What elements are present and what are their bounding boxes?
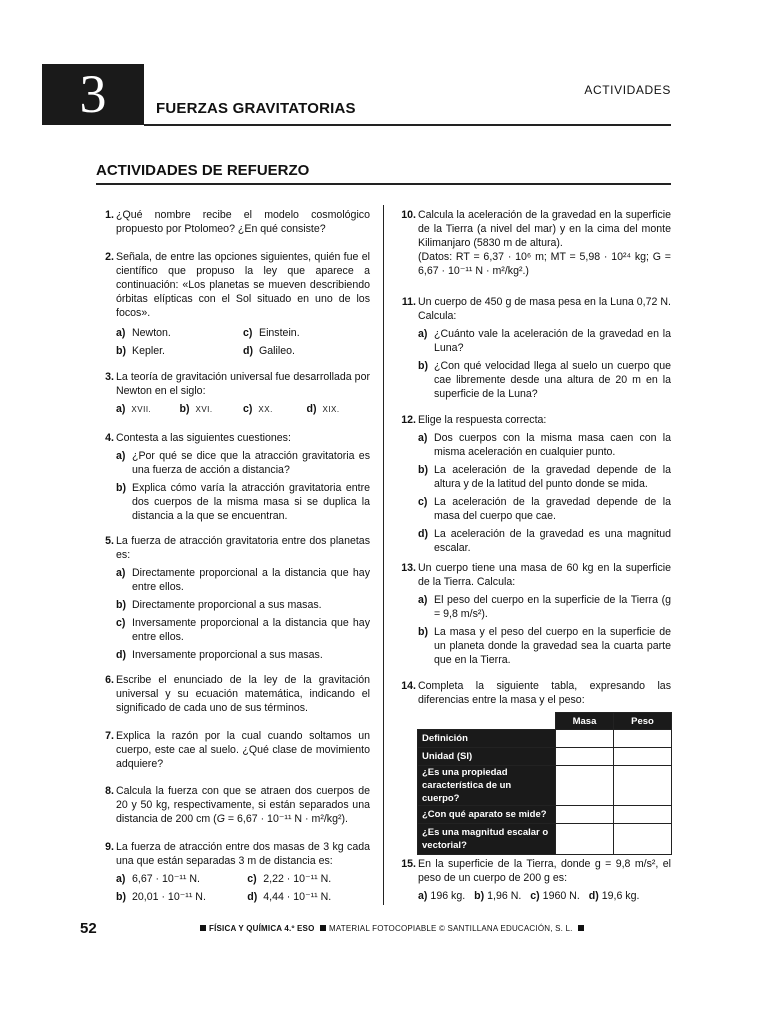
page-footer <box>200 924 587 933</box>
option-letter: b) <box>179 403 190 415</box>
question-number: 8. <box>105 785 114 797</box>
answer-cell[interactable] <box>556 806 614 824</box>
option <box>116 648 370 662</box>
row-header: ¿Es una magnitud escalar o vectorial? <box>418 824 556 855</box>
option-text: XX. <box>258 405 273 414</box>
question-10 <box>401 208 671 278</box>
answer-cell[interactable] <box>614 730 672 748</box>
question-text-part: Calcula la fuerza con que se atraen dos cuerpos de 20 y 50 kg, respectivamente, si están separados una distancia de 200 cm ( <box>116 785 370 825</box>
option-letter: a) <box>116 327 126 339</box>
option <box>247 890 370 904</box>
option <box>243 326 370 340</box>
option <box>116 598 370 612</box>
option-text: ¿Cuánto vale la aceleración de la gravedad en la Luna? <box>434 328 671 354</box>
question-text: Un cuerpo tiene una masa de 60 kg en la superficie de la Tierra. Calcula: <box>418 562 671 588</box>
option <box>243 344 370 358</box>
option-text: Directamente proporcional a la distancia que hay entre ellos. <box>132 567 370 593</box>
option <box>418 527 671 555</box>
option-text: 2,22 · 10⁻¹¹ N. <box>263 873 332 885</box>
option-letter: d) <box>418 528 428 540</box>
option <box>116 402 180 417</box>
option-letter: b) <box>418 464 428 476</box>
question-8 <box>105 784 370 826</box>
row-header: ¿Es una propiedad característica de un cuerpo? <box>418 766 556 806</box>
option <box>116 890 247 904</box>
option-letter: d) <box>588 890 599 902</box>
option-letter: a) <box>116 873 126 885</box>
option <box>243 402 307 417</box>
answer-cell[interactable] <box>556 766 614 806</box>
option-letter: c) <box>530 890 540 902</box>
page-number: 52 <box>80 920 97 937</box>
question-text: La fuerza de atracción gravitatoria entre dos planetas es: <box>116 535 370 561</box>
options-row <box>418 889 671 903</box>
row-header: Unidad (SI) <box>418 748 556 766</box>
option-letter: c) <box>418 496 428 508</box>
question-number: 14. <box>401 680 416 692</box>
question-text: Calcula la aceleración de la gravedad en la superficie de la Tierra (a nivel del mar) y en la cima del monte Kilimanjaro (5830 m de altura). <box>418 209 671 249</box>
option <box>418 593 671 621</box>
answer-cell[interactable] <box>614 766 672 806</box>
option <box>116 616 370 644</box>
option-text: Explica cómo varía la atracción gravitatoria entre dos cuerpos de la misma masa si se duplica la distancia a la que se encuentran. <box>132 482 370 522</box>
question-text: Un cuerpo de 450 g de masa pesa en la Luna 0,72 N. Calcula: <box>418 296 671 322</box>
option-text: La aceleración de la gravedad depende de la masa del cuerpo que cae. <box>434 496 671 522</box>
question-text: La fuerza de atracción entre dos masas de 3 kg cada una que están separadas 3 m de distancia es: <box>116 841 370 867</box>
section-title: ACTIVIDADES DE REFUERZO <box>96 162 310 179</box>
book-title: FÍSICA Y QUÍMICA 4.º ESO <box>209 924 315 933</box>
question-number: 11. <box>401 296 416 308</box>
option-letter: a) <box>418 594 428 606</box>
question-number: 4. <box>105 432 114 444</box>
question-7 <box>105 729 370 771</box>
chapter-title: FUERZAS GRAVITATORIAS <box>156 100 356 117</box>
question-data: (Datos: RT = 6,37 · 10⁶ m; MT = 5,98 · 10²⁴ kg; G = 6,67 · 10⁻¹¹ N · m²/kg².) <box>418 251 671 277</box>
table-row <box>418 730 672 748</box>
question-5 <box>105 534 370 662</box>
option-text: Inversamente proporcional a la distancia que hay entre ellos. <box>132 617 370 643</box>
option <box>418 463 671 491</box>
question-number: 6. <box>105 674 114 686</box>
option <box>418 625 671 667</box>
option-letter: b) <box>116 599 126 611</box>
square-bullet-icon <box>320 925 326 931</box>
option-letter: d) <box>116 649 126 661</box>
table-header-masa: Masa <box>556 713 614 730</box>
answer-cell[interactable] <box>614 806 672 824</box>
option-letter: b) <box>116 345 126 357</box>
question-6 <box>105 673 370 715</box>
question-2 <box>105 250 370 358</box>
option-letter: b) <box>418 360 428 372</box>
table-row <box>418 748 672 766</box>
option-letter: b) <box>116 482 126 494</box>
question-1 <box>105 208 370 236</box>
answer-cell[interactable] <box>614 748 672 766</box>
option-text: 196 kg. <box>430 890 466 902</box>
option-text: XVI. <box>195 405 213 414</box>
question-14 <box>401 679 671 707</box>
question-text: La teoría de gravitación universal fue desarrollada por Newton en el siglo: <box>116 371 370 397</box>
option <box>418 495 671 523</box>
option-text: Newton. <box>132 327 171 339</box>
option-text: ¿Por qué se dice que la atracción gravitatoria es una fuerza de acción a distancia? <box>132 450 370 476</box>
chapter-number: 3 <box>79 64 107 124</box>
option-letter: a) <box>418 432 428 444</box>
question-number: 15. <box>401 858 416 870</box>
option-text: La masa y el peso del cuerpo en la superficie de un planeta donde la gravedad sea la cuarta parte que en la Tierra. <box>434 626 671 666</box>
square-bullet-icon <box>200 925 206 931</box>
question-number: 2. <box>105 251 114 263</box>
table-row <box>418 766 672 806</box>
header-rule <box>144 124 671 126</box>
option-letter: d) <box>243 345 253 357</box>
question-number: 12. <box>401 414 416 426</box>
option-letter: a) <box>418 328 428 340</box>
square-bullet-icon <box>578 925 584 931</box>
option-letter: a) <box>116 403 126 415</box>
question-number: 13. <box>401 562 416 574</box>
option-text: Kepler. <box>132 345 165 357</box>
table-row <box>418 806 672 824</box>
option-text: 6,67 · 10⁻¹¹ N. <box>132 873 201 885</box>
section-kicker: ACTIVIDADES <box>584 83 671 97</box>
table-row <box>418 824 672 855</box>
question-text: Elige la respuesta correcta: <box>418 414 547 426</box>
option-letter: a) <box>418 890 428 902</box>
question-text: Explica la razón por la cual cuando soltamos un cuerpo, este cae al suelo. ¿Qué clase de movimiento adquiere? <box>116 730 370 770</box>
question-15 <box>401 857 671 903</box>
table-header-peso: Peso <box>614 713 672 730</box>
question-11 <box>401 295 671 401</box>
option-text: XIX. <box>322 405 340 414</box>
question-text: ¿Qué nombre recibe el modelo cosmológico propuesto por Ptolomeo? ¿En qué consiste? <box>116 209 370 235</box>
question-text <box>116 784 370 826</box>
row-header: Definición <box>418 730 556 748</box>
option <box>116 872 247 886</box>
option-text: 20,01 · 10⁻¹¹ N. <box>132 891 206 903</box>
table-corner <box>418 713 556 730</box>
option <box>116 481 370 523</box>
option-letter: c) <box>247 873 257 885</box>
constant-symbol: G <box>216 813 225 825</box>
column-divider <box>383 205 384 905</box>
question-9 <box>105 840 370 904</box>
question-number: 7. <box>105 730 114 742</box>
option-letter: d) <box>306 403 317 415</box>
question-text-part: = 6,67 · 10⁻¹¹ N · m²/kg²). <box>224 813 348 825</box>
question-text: Completa la siguiente tabla, expresando las diferencias entre la masa y el peso: <box>418 680 671 706</box>
question-text: Señala, de entre las opciones siguientes, quién fue el científico que propuso la ley que aparece a continuación: «Los planetas se mueven describiendo órbitas elípticas con el Sol situado en uno de los focos». <box>116 251 370 319</box>
option-letter: a) <box>116 450 126 462</box>
option <box>116 449 370 477</box>
option <box>180 402 244 417</box>
answer-cell[interactable] <box>556 824 614 855</box>
option-text: Dos cuerpos con la misma masa caen con la misma aceleración en cualquier punto. <box>434 432 671 458</box>
option-text: Directamente proporcional a sus masas. <box>132 599 322 611</box>
option-text: La aceleración de la gravedad depende de la altura y de la latitud del punto donde se mida. <box>434 464 671 490</box>
section-rule <box>96 183 671 185</box>
question-number: 9. <box>105 841 114 853</box>
option <box>418 431 671 459</box>
question-number: 10. <box>401 209 416 221</box>
question-text: Contesta a las siguientes cuestiones: <box>116 432 291 444</box>
option <box>116 344 243 358</box>
option-letter: b) <box>418 626 428 638</box>
option-text: Galileo. <box>259 345 295 357</box>
question-4 <box>105 431 370 523</box>
option-text: 1960 N. <box>542 890 580 902</box>
row-header: ¿Con qué aparato se mide? <box>418 806 556 824</box>
question-number: 5. <box>105 535 114 547</box>
option-text: 19,6 kg. <box>601 890 640 902</box>
question-text: Escribe el enunciado de la ley de la gravitación universal y su ecuación matemática, indicando el significado de cada uno de sus términos. <box>116 674 370 714</box>
option-letter: c) <box>116 617 126 629</box>
option-letter: b) <box>474 890 485 902</box>
option-letter: a) <box>116 567 126 579</box>
option-letter: c) <box>243 403 253 415</box>
option-text: XVII. <box>131 405 152 414</box>
answer-cell[interactable] <box>556 748 614 766</box>
mass-weight-table <box>417 712 672 855</box>
copyright-notice: MATERIAL FOTOCOPIABLE © SANTILLANA EDUCACIÓN, S. L. <box>328 924 573 933</box>
question-13 <box>401 561 671 667</box>
option-letter: d) <box>247 891 258 903</box>
option-text: ¿Con qué velocidad llega al suelo un cuerpo que cae libremente desde una altura de 20 m en la superficie de la Luna? <box>434 360 671 400</box>
answer-cell[interactable] <box>556 730 614 748</box>
option-text: Inversamente proporcional a sus masas. <box>132 649 323 661</box>
option-text: 4,44 · 10⁻¹¹ N. <box>263 891 332 903</box>
question-text: En la superficie de la Tierra, donde g = 9,8 m/s², el peso de un cuerpo de 200 g es: <box>418 858 671 884</box>
question-number: 3. <box>105 371 114 383</box>
option <box>247 872 370 886</box>
option-text: Einstein. <box>259 327 300 339</box>
option-text: 1,96 N. <box>487 890 522 902</box>
option-letter: c) <box>243 327 253 339</box>
option-text: La aceleración de la gravedad es una magnitud escalar. <box>434 528 671 554</box>
option <box>418 327 671 355</box>
answer-cell[interactable] <box>614 824 672 855</box>
option <box>116 326 243 340</box>
option <box>418 359 671 401</box>
question-3 <box>105 370 370 417</box>
option <box>116 566 370 594</box>
question-12 <box>401 413 671 555</box>
option-letter: b) <box>116 891 126 903</box>
option-text: El peso del cuerpo en la superficie de la Tierra (g = 9,8 m/s²). <box>434 594 671 620</box>
option <box>307 402 371 417</box>
question-number: 1. <box>105 209 114 221</box>
